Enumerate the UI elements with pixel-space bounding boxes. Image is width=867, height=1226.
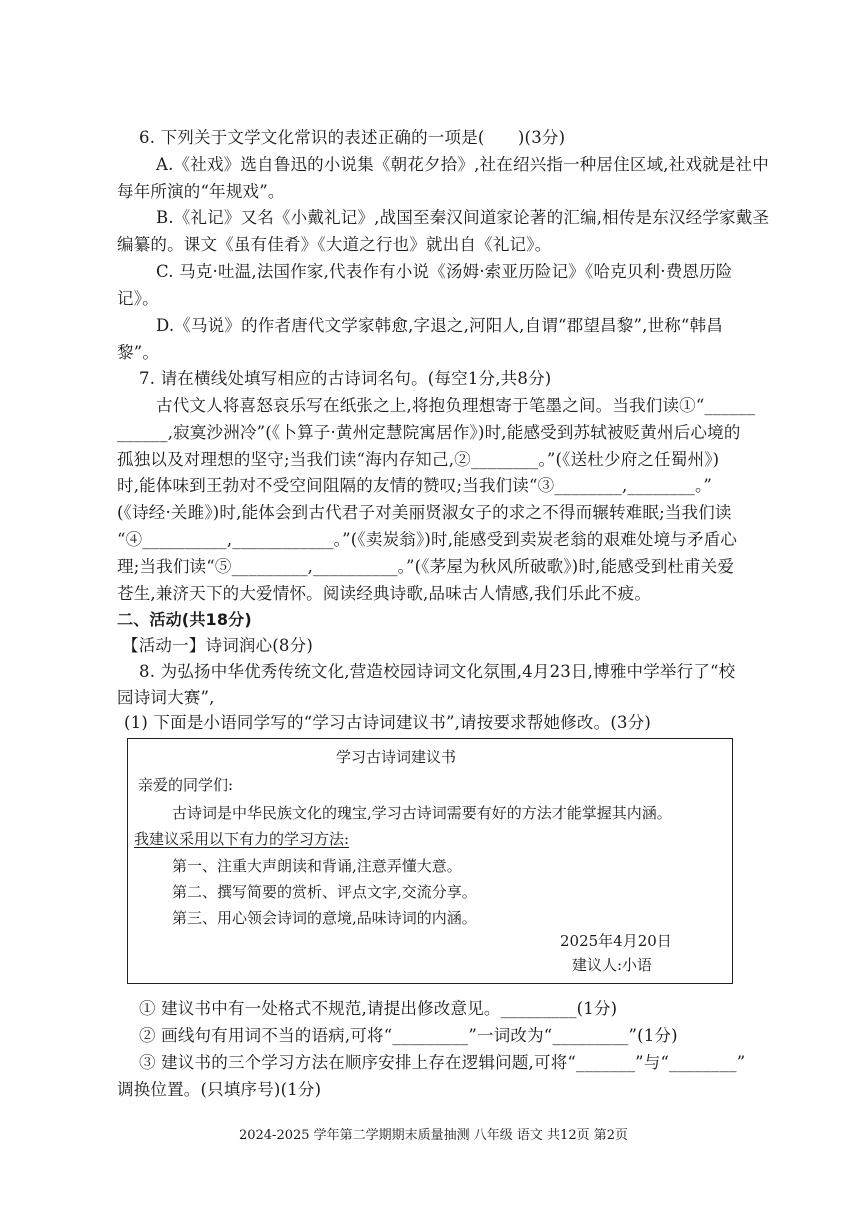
- q6-option-b-cont: 编纂的。课文《虽有佳肴》《大道之行也》就出自《礼记》。: [117, 235, 552, 254]
- q6-option-d-cont: 黎”。: [117, 343, 160, 362]
- section-heading: 二、活动(共18分): [117, 610, 252, 629]
- proposal-signer: 建议人:小语: [572, 956, 653, 974]
- q7-paragraph-line: “④__________,____________。”(《卖炭翁》)时,能感受到卖炭老翁的艰难处境与矛盾心: [117, 530, 738, 549]
- q8-subquestion: (1) 下面是小语同学写的“学习古诗词建议书”,请按要求帮她修改。(3分): [124, 713, 652, 732]
- task-item-cont: 调换位置。(只填序号)(1分): [117, 1080, 322, 1099]
- q6-option-c: C. 马克·吐温,法国作家,代表作有小说《汤姆·索亚历险记》《哈克贝利·费恩历险: [156, 262, 733, 281]
- proposal-date: 2025年4月20日: [560, 932, 672, 950]
- proposal-method-item: 第三、用心领会诗词的意境,品味诗词的内涵。: [172, 909, 477, 927]
- q7-paragraph-line: 理;当我们读“⑤_________,__________。”(《茅屋为秋风所破歌》)时,能感受到杜甫关爱: [117, 557, 735, 576]
- proposal-body: 古诗词是中华民族文化的瑰宝,学习古诗词需要有好的方法才能掌握其内涵。: [172, 804, 672, 822]
- proposal-method-item: 第一、注重大声朗读和背诵,注意弄懂大意。: [172, 857, 462, 875]
- activity-heading: 【活动一】诗词润心(8分): [122, 636, 313, 655]
- q8-stem: 8. 为弘扬中华优秀传统文化,营造校园诗词文化氛围,4月23日,博雅中学举行了“校: [139, 662, 736, 681]
- q7-paragraph-line: 时,能体味到王勃对不受空间阻隔的友情的赞叹;当我们读“③________,________。”: [117, 476, 713, 495]
- q6-option-c-cont: 记》。: [117, 289, 159, 308]
- q6-option-a: A.《社戏》选自鲁迅的小说集《朝花夕拾》,社在绍兴指一种居住区域,社戏就是社中: [156, 155, 769, 174]
- proposal-greeting: 亲爱的同学们:: [138, 776, 234, 794]
- proposal-letter-box: [127, 738, 733, 984]
- q6-stem: 6. 下列关于文学文化常识的表述正确的一项是( )(3分): [139, 128, 566, 147]
- q7-paragraph-line: (《诗经·关雎》)时,能体会到古代君子对美丽贤淑女子的求之不得而辗转难眠;当我们读: [117, 503, 732, 522]
- q7-paragraph-line: ______,寂寞沙洲冷”(《卜算子·黄州定慧院寓居作》)时,能感受到苏轼被贬黄州后心境的: [117, 423, 741, 442]
- task-item: ② 画线句有用词不当的语病,可将“_________”一词改为“_________”(1分): [139, 1026, 678, 1045]
- q8-stem-cont: 园诗词大赛”,: [117, 688, 215, 707]
- task-item: ③ 建议书的三个学习方法在顺序安排上存在逻辑问题,可将“_______”与“________”: [139, 1053, 746, 1072]
- q7-paragraph-line: 古代文人将喜怒哀乐写在纸张之上,将抱负理想寄于笔墨之间。当我们读①“______: [156, 396, 756, 415]
- q7-paragraph-line: 苍生,兼济天下的大爱情怀。阅读经典诗歌,品味古人情感,我们乐此不疲。: [117, 584, 652, 603]
- proposal-title: 学习古诗词建议书: [336, 748, 457, 766]
- q6-option-d: D.《马说》的作者唐代文学家韩愈,字退之,河阳人,自谓“郡望昌黎”,世称“韩昌: [156, 316, 723, 335]
- proposal-method-item: 第二、撰写简要的赏析、评点文字,交流分享。: [172, 883, 477, 901]
- page-footer: 2024-2025 学年第二学期期末质量抽测 八年级 语文 共12页 第2页: [238, 1128, 629, 1143]
- q7-paragraph-line: 孤独以及对理想的坚守;当我们读“海内存知己,②________。”(《送杜少府之任蜀州》): [117, 450, 720, 469]
- task-item: ① 建议书中有一处格式不规范,请提出修改意见。_________(1分): [139, 999, 618, 1018]
- q6-option-b: B.《礼记》又名《小戴礼记》,战国至秦汉间道家论著的汇编,相传是东汉经学家戴圣: [156, 208, 770, 227]
- proposal-underlined-sentence: 我建议采用以下有力的学习方法:: [134, 830, 350, 848]
- q6-option-a-cont: 每年所演的“年规戏”。: [117, 182, 285, 201]
- q7-stem: 7. 请在横线处填写相应的古诗词名句。(每空1分,共8分): [139, 369, 552, 388]
